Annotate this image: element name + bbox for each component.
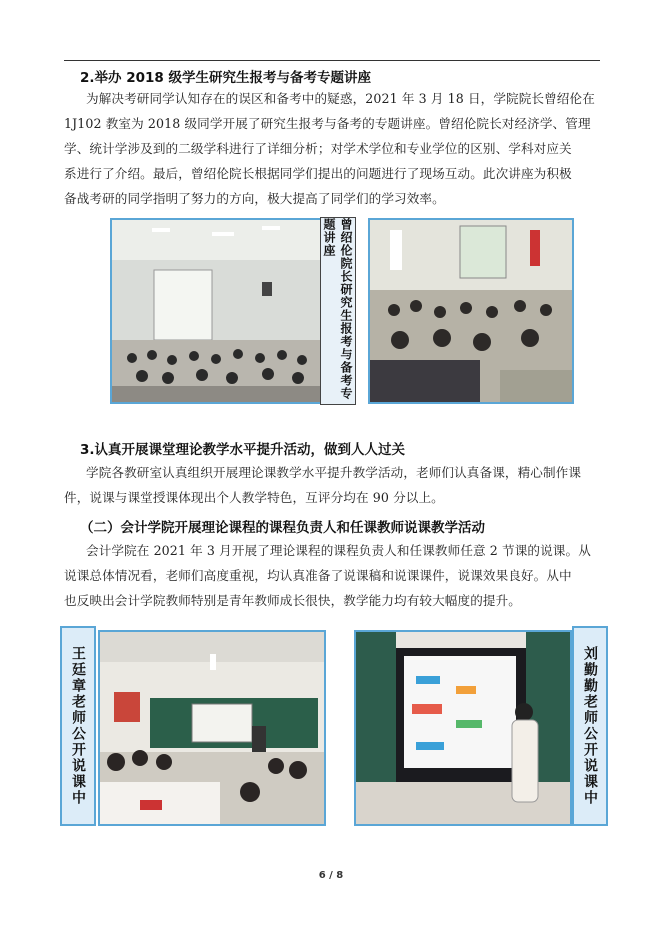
section3-heading: 3.认真开展课堂理论教学水平提升活动，做到人人过关: [80, 442, 406, 458]
page-number: 6 / 8: [318, 870, 344, 881]
lecture-photo-right: [368, 218, 574, 404]
paragraph-line: 会计学院在 2021 年 3 月开展了理论课程的课程负责人和任课教师任意 2 节课的说课。从: [86, 543, 591, 558]
teacher-liu-photo: [354, 630, 572, 826]
lecture-photo-left: [110, 218, 322, 404]
section2-paragraph: [64, 86, 604, 211]
teacher-wang-photo: [98, 630, 326, 826]
classroom-wang-image: [100, 632, 324, 824]
section2-heading: 2.举办 2018 级学生研究生报考与备考专题讲座: [80, 70, 371, 86]
paragraph-line: 学、统计学涉及到的二级学科进行了详细分析；对学术学位和专业学位的区别、学科对应关: [64, 141, 572, 156]
section3-paragraph: [64, 460, 604, 510]
paragraph-line: 备战考研的同学指明了努力的方向，极大提高了同学们的学习效率。: [64, 191, 445, 206]
teacher-wang-caption: 王廷章老师公开说课中: [60, 626, 96, 826]
classroom-audience-image: [370, 220, 572, 402]
sectionB-paragraph: [64, 538, 604, 613]
paragraph-line: 件，说课与课堂授课体现出个人教学特色，互评分均在 90 分以上。: [64, 490, 444, 505]
classroom-liu-image: [356, 632, 570, 824]
sectionB-heading: （二）会计学院开展理论课程的课程负责人和任课教师说课教学活动: [80, 520, 485, 536]
paragraph-line: 说课总体情况看，老师们高度重视，均认真准备了说课稿和说课课件，说课效果良好。从中: [64, 568, 572, 583]
paragraph-line: 也反映出会计学院教师特别是青年教师成长很快，教学能力均有较大幅度的提升。: [64, 593, 521, 608]
paragraph-line: 系进行了介绍。最后，曾绍伦院长根据同学们提出的问题进行了现场互动。此次讲座为积极: [64, 166, 572, 181]
lecture-hall-image: [112, 220, 320, 402]
paragraph-line: 学院各教研室认真组织开展理论课教学水平提升教学活动，老师们认真备课，精心制作课: [86, 465, 582, 480]
paragraph-line: 为解决考研同学认知存在的误区和备考中的疑惑，2021 年 3 月 18 日，学院院长曾绍伦在: [86, 91, 595, 106]
teacher-liu-caption: 刘勤勤老师公开说课中: [572, 626, 608, 826]
header-rule: [64, 60, 600, 61]
lecture-caption: 曾绍伦院长研究生报考与备考专题讲座: [320, 217, 356, 405]
paragraph-line: 1J102 教室为 2018 级同学开展了研究生报考与备考的专题讲座。曾绍伦院长对经济学、管理: [64, 116, 591, 131]
